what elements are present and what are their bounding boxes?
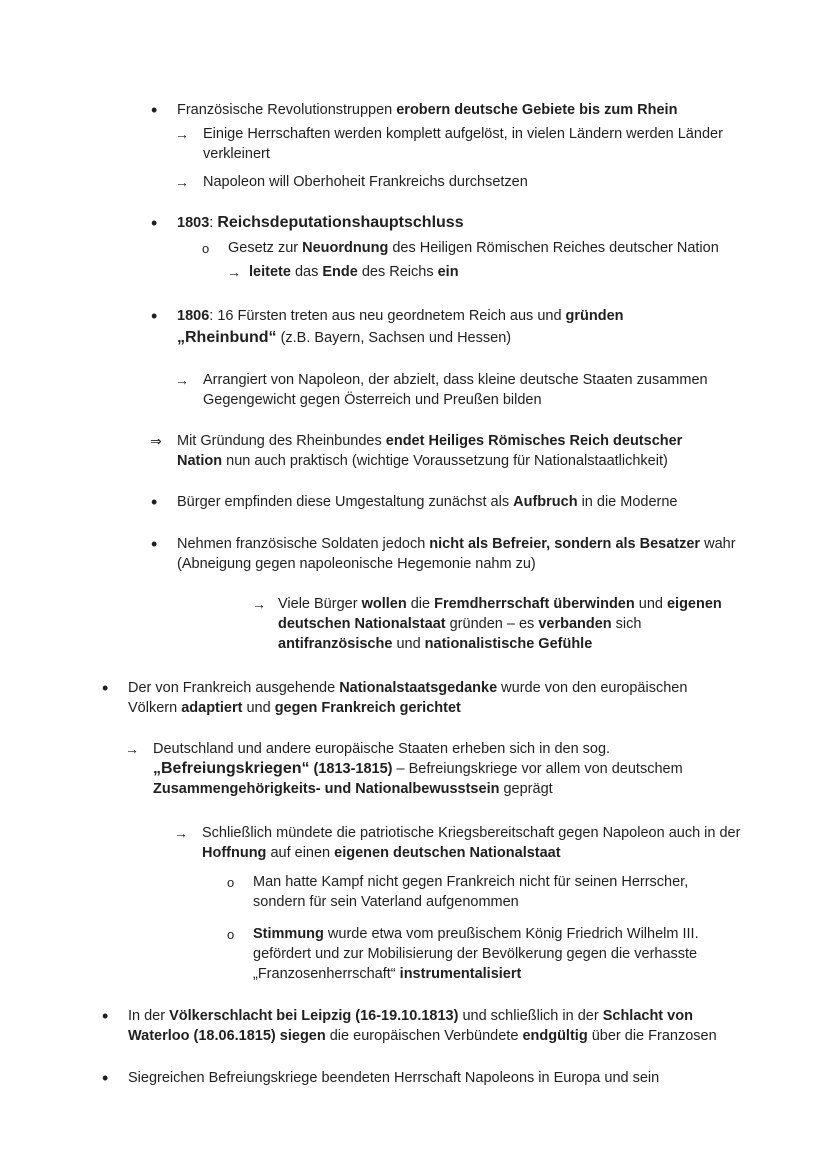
emphasis-text: nicht als Befreier, sondern als Besatzer (429, 536, 701, 552)
list-item (128, 678, 728, 718)
list-item (177, 306, 737, 326)
emphasis-text: siegen (279, 1028, 326, 1044)
emphasis-text: 1806 (177, 308, 210, 324)
body-text: in die Moderne (577, 494, 678, 510)
list-item (253, 872, 733, 912)
double-arrow-icon (150, 431, 162, 451)
body-text: und schließlich in der (458, 1008, 603, 1024)
bullet-dot (151, 306, 157, 327)
body-text: das (290, 264, 323, 280)
list-item-continuation (177, 328, 737, 348)
list-item (249, 262, 749, 282)
emphasis-text: endet Heiliges Römisches Reich deutscher Nation (177, 433, 683, 469)
body-text: Einige Herrschaften werden komplett aufgelöst, in vielen Ländern werden Länder verkleinert (203, 126, 723, 162)
body-text: und (392, 636, 425, 652)
bullet-dot (151, 213, 157, 234)
body-text: Viele Bürger (278, 596, 362, 612)
list-item (228, 238, 768, 258)
body-text: In der (128, 1008, 170, 1024)
emphasis-text: Reichsdeputationshauptschluss (217, 214, 464, 231)
circle-bullet (227, 924, 234, 945)
list-item (177, 213, 737, 233)
emphasis-text: gründen (565, 308, 624, 324)
list-item (202, 823, 762, 863)
bullet-dot (151, 100, 157, 121)
emphasis-text: Neuordnung (302, 240, 389, 256)
arrow-icon (175, 370, 189, 390)
emphasis-text: (1813-1815) (309, 761, 393, 777)
body-text: : 16 Fürsten treten aus neu geordnetem Reich aus und (209, 308, 566, 324)
body-text: über die Franzosen (587, 1028, 717, 1044)
list-item (253, 924, 733, 984)
bullet-dot (151, 534, 157, 555)
emphasis-text: Aufbruch (513, 494, 578, 510)
body-text: Man hatte Kampf nicht gegen Frankreich nicht für seinen Herrscher, sondern für sein Vaterland aufgenommen (253, 874, 689, 910)
arrow-icon (175, 172, 189, 192)
emphasis-text: „Befreiungskriegen“ (153, 760, 310, 777)
bullet-dot (102, 1068, 108, 1089)
emphasis-text: endgültig (522, 1028, 588, 1044)
list-item (177, 534, 737, 574)
emphasis-text: antifranzösische (278, 636, 393, 652)
arrow-icon (174, 823, 188, 843)
bullet-dot (102, 1006, 108, 1027)
emphasis-text: verbanden (538, 616, 612, 632)
circle-bullet (202, 238, 209, 259)
body-text: die europäischen Verbündete (325, 1028, 523, 1044)
emphasis-text: gegen Frankreich gerichtet (274, 700, 461, 716)
arrow-icon (227, 262, 241, 282)
body-text: Gesetz zur (228, 240, 303, 256)
list-item (128, 1006, 758, 1046)
body-text: Siegreichen Befreiungskriege beendeten Herrschaft Napoleons in Europa und sein (128, 1070, 660, 1086)
body-text: Französische Revolutionstruppen (177, 102, 397, 118)
body-text: gründen – es (445, 616, 539, 632)
emphasis-text: Völkerschlacht bei Leipzig (16-19.10.1813) (169, 1008, 459, 1024)
emphasis-text: Zusammengehörigkeits- und Nationalbewusstsein (153, 781, 500, 797)
list-item (203, 370, 748, 410)
body-text: Schließlich mündete die patriotische Kriegsbereitschaft gegen Napoleon auch in der (202, 825, 741, 841)
body-text: des Reichs (357, 264, 438, 280)
list-item (128, 1068, 758, 1088)
list-item (203, 172, 753, 192)
emphasis-text: eigenen deutschen Nationalstaat (334, 845, 561, 861)
body-text: Der von Frankreich ausgehende (128, 680, 340, 696)
bullet-dot (102, 678, 108, 699)
body-text: Bürger empfinden diese Umgestaltung zunächst als (177, 494, 514, 510)
emphasis-text: ein (437, 264, 459, 280)
body-text: und (634, 596, 667, 612)
emphasis-text: Fremdherrschaft überwinden (434, 596, 635, 612)
body-text: (z.B. Bayern, Sachsen und Hessen) (276, 330, 512, 346)
bullet-dot (151, 492, 157, 513)
body-text: geprägt (499, 781, 553, 797)
circle-bullet (227, 872, 234, 893)
arrow-icon (252, 594, 266, 614)
emphasis-text: leitete (249, 264, 291, 280)
body-text: wurde etwa vom preußischem König Friedrich Wilhelm III. gefördert und zur Mobilisierung der Bevölkerung gegen die verhasste „Franzosenherrschaft“ (253, 926, 699, 982)
emphasis-text: Stimmung (253, 926, 324, 942)
body-text: – Befreiungskriege vor allem von deutschem (392, 761, 683, 777)
list-item (177, 492, 737, 512)
body-text: und (242, 700, 275, 716)
body-text: Napoleon will Oberhoheit Frankreichs durchsetzen (203, 174, 528, 190)
emphasis-text: Schlacht von Waterloo (18.06.1815) (128, 1008, 693, 1044)
body-text: Mit Gründung des Rheinbundes (177, 433, 386, 449)
emphasis-text: Ende (322, 264, 358, 280)
emphasis-text: erobern deutsche Gebiete bis zum Rhein (396, 102, 678, 118)
list-item (177, 431, 717, 471)
arrow-icon (175, 124, 189, 144)
emphasis-text: „Rheinbund“ (177, 329, 277, 346)
body-text: die (406, 596, 435, 612)
emphasis-text: 1803 (177, 215, 210, 231)
emphasis-text: instrumentalisiert (399, 966, 522, 982)
body-text: : (209, 215, 218, 231)
body-text: sich (611, 616, 642, 632)
emphasis-text: Hoffnung (202, 845, 267, 861)
emphasis-text: adaptiert (181, 700, 243, 716)
list-item (177, 100, 737, 120)
body-text: wahr (Abneigung gegen napoleonische Hegemonie nahm zu) (177, 536, 736, 572)
list-item (278, 594, 758, 654)
body-text: nun auch praktisch (wichtige Voraussetzung für Nationalstaatlichkeit) (222, 453, 668, 469)
emphasis-text: Nationalstaatsgedanke (339, 680, 498, 696)
arrow-icon (125, 739, 139, 759)
body-text: Arrangiert von Napoleon, der abzielt, dass kleine deutsche Staaten zusammen Gegengewicht gegen Österreich und Preußen bilden (203, 372, 708, 408)
emphasis-text: eigenen deutschen Nationalstaat (278, 596, 722, 632)
body-text: des Heiligen Römischen Reiches deutscher Nation (388, 240, 719, 256)
list-item (153, 739, 733, 799)
emphasis-text: nationalistische Gefühle (424, 636, 593, 652)
body-text: auf einen (266, 845, 335, 861)
body-text: wurde von den europäischen Völkern (128, 680, 688, 716)
body-text: Deutschland und andere europäische Staaten erheben sich in den sog. (153, 741, 611, 757)
emphasis-text: wollen (361, 596, 407, 612)
list-item (203, 124, 753, 164)
body-text: Nehmen französische Soldaten jedoch (177, 536, 430, 552)
